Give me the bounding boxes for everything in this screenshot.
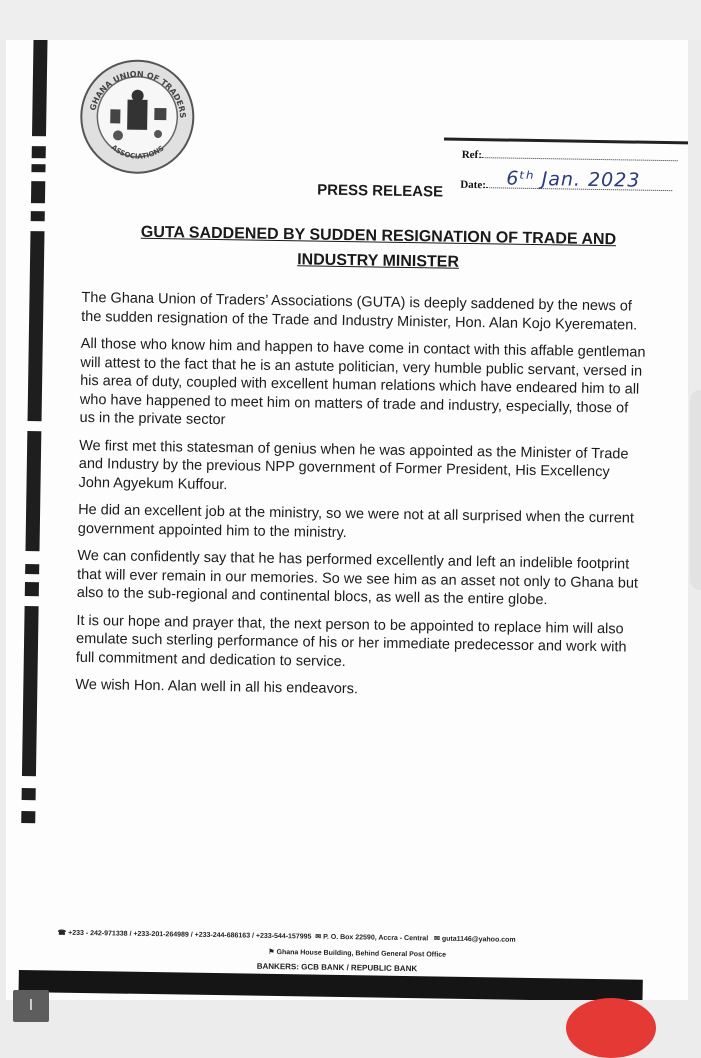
press-release-label: PRESS RELEASE (317, 181, 444, 201)
guta-logo (77, 57, 197, 177)
ref-label: Ref: (461, 148, 483, 162)
paragraph: We first met this statesman of genius when he was appointed as the Minister of Trade and Industry by the previous NPP government of Former President, His Excellency John Agyekum Kuffour. (78, 437, 629, 493)
document-page[interactable] (6, 40, 688, 1000)
scan-edge-bar (31, 164, 45, 172)
scan-edge-bar (22, 788, 36, 800)
scan-edge-bar (25, 431, 41, 551)
floating-action-button[interactable] (566, 998, 656, 1058)
footer-email: guta1146@yahoo.com (441, 935, 516, 944)
viewer-top-strip (0, 0, 701, 40)
scan-edge-bar (32, 146, 46, 158)
letter-footer (57, 929, 618, 977)
paragraph: We wish Hon. Alan well in all his endeavors. (75, 676, 359, 698)
logo-text-bottom: ASSOCIATIONS (109, 143, 166, 161)
scan-edge-bar (32, 40, 48, 136)
paragraph: He did an excellent job at the ministry, so we were not at all surprised when the current government appointed him to the ministry. (77, 501, 635, 541)
footer-po-box: P. O. Box 22590, Accra - Central (323, 933, 429, 943)
mailbox-icon: ✉ (315, 933, 322, 941)
paragraph: The Ghana Union of Traders’ Associations (GUTA) is deeply saddened by the news of the sudden resignation of the Trade and Industry Minister, Hon. Alan Kojo Kyerematen. (81, 289, 638, 334)
footer-phones: +233 - 242-971338 / +233-201-264989 / +233-244-686163 / +233-544-157995 (68, 929, 312, 941)
phone-icon: ☎ (57, 929, 67, 937)
viewer-side-handle[interactable] (690, 390, 701, 590)
scan-edge-bar (28, 231, 45, 421)
paragraph: It is our hope and prayer that, the next person to be appointed to replace him will also emulate such sterling performance of his or her immediate predecessor and work with full commitment and dedication to service. (75, 612, 627, 670)
press-body (75, 289, 646, 712)
footer-bankers: BANKERS: GCB BANK / REPUBLIC BANK (256, 961, 418, 974)
headline: GUTA SADDENED BY SUDDEN RESIGNATION OF TRADE AND INDUSTRY MINISTER (140, 223, 617, 271)
paragraph: We can confidently say that he has performed excellently and left an indelible footprint that will ever remain in our memories. So we see him as an asset not only to Ghana but also to the sub-regional and continental blocs, as well as the entire globe. (76, 547, 639, 609)
letterhead-rule (444, 138, 688, 145)
date-value: 6ᵗʰ Jan. 2023 (506, 167, 641, 192)
footer-address: Ghana House Building, Behind General Post Office (276, 949, 447, 959)
scroll-indicator-button[interactable]: I (13, 990, 49, 1022)
scan-edge-bar (25, 582, 39, 596)
document-content (6, 40, 688, 1000)
ref-field (462, 149, 678, 164)
scan-edge-bar (31, 181, 45, 203)
scan-edge-bar (21, 811, 35, 823)
scan-edge-bar (22, 606, 39, 776)
paragraph: All those who know him and happen to have come in contact with this affable gentleman will attest to the fact that he is an astute politician, very humble public servant, versed in his area of duty, coupled with excellent human relations which have endeared him to all who have happened to meet him on matters of trade and industry, especially, those of us in the private sector (79, 335, 646, 429)
email-icon: ✉ (433, 935, 440, 943)
logo-text-top: GHANA UNION OF TRADERS (88, 69, 188, 119)
scan-edge-bar (25, 564, 39, 574)
location-icon: ⚑ (268, 948, 275, 956)
date-label: Date: (460, 178, 487, 192)
scan-edge-bar (31, 211, 45, 221)
